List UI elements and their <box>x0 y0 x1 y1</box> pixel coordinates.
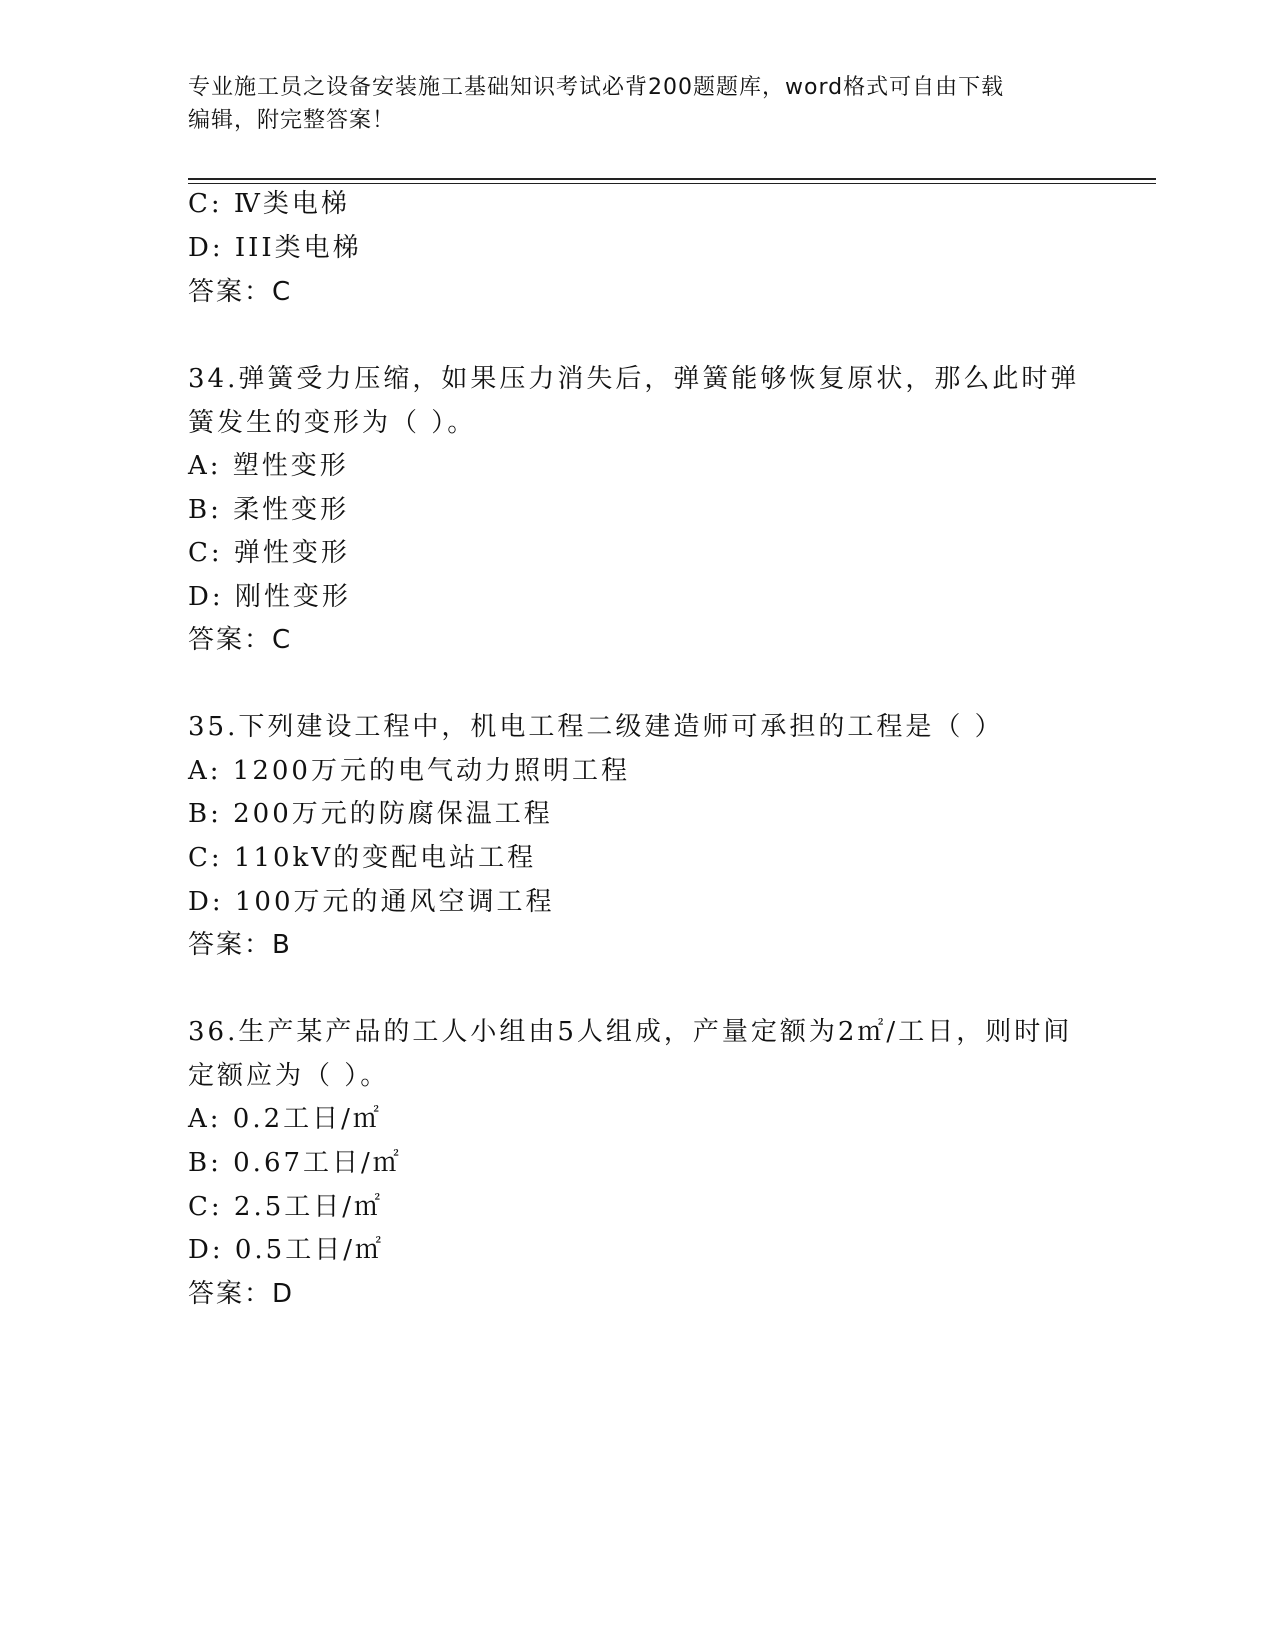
q34-answer: 答案：C <box>188 625 293 655</box>
prev-option-d: D: III类电梯 <box>188 233 362 263</box>
q35-option-d: D: 100万元的通风空调工程 <box>188 887 555 917</box>
q36-stem-line-1: 36.生产某产品的工人小组由5人组成，产量定额为2㎡/工日，则时间 <box>188 1017 1073 1047</box>
q36-stem-line-2: 定额应为（ ）。 <box>188 1061 390 1091</box>
header-rule-thick <box>188 178 1156 180</box>
document-header <box>188 71 1088 137</box>
header-line-2: 编辑，附完整答案！ <box>188 108 396 133</box>
header-line-1: 专业施工员之设备安装施工基础知识考试必背200题题库，word格式可自由下载 <box>188 75 1005 100</box>
prev-answer: 答案：C <box>188 277 293 307</box>
q35-answer: 答案：B <box>188 930 292 960</box>
q34-option-b: B: 柔性变形 <box>188 495 350 525</box>
q36-option-b: B: 0.67工日/㎡ <box>188 1148 402 1178</box>
q36-option-d: D: 0.5工日/㎡ <box>188 1235 384 1265</box>
q36-option-a: A: 0.2工日/㎡ <box>188 1104 382 1134</box>
q35-option-a: A: 1200万元的电气动力照明工程 <box>188 756 630 786</box>
header-rule-thin <box>188 183 1156 184</box>
q35-stem-line-1: 35.下列建设工程中，机电工程二级建造师可承担的工程是（ ） <box>188 712 1004 742</box>
q35-option-b: B: 200万元的防腐保温工程 <box>188 799 553 829</box>
q34-option-a: A: 塑性变形 <box>188 451 349 481</box>
q36-answer: 答案：D <box>188 1279 295 1309</box>
q36-option-c: C: 2.5工日/㎡ <box>188 1192 384 1222</box>
q34-stem-line-1: 34.弹簧受力压缩，如果压力消失后，弹簧能够恢复原状，那么此时弹 <box>188 364 1080 394</box>
q35-option-c: C: 110kV的变配电站工程 <box>188 843 537 873</box>
q34-stem-line-2: 簧发生的变形为（ ）。 <box>188 408 477 438</box>
prev-option-c: C: Ⅳ类电梯 <box>188 189 350 219</box>
q34-option-c: C: 弹性变形 <box>188 538 350 568</box>
q34-option-d: D: 刚性变形 <box>188 582 351 612</box>
